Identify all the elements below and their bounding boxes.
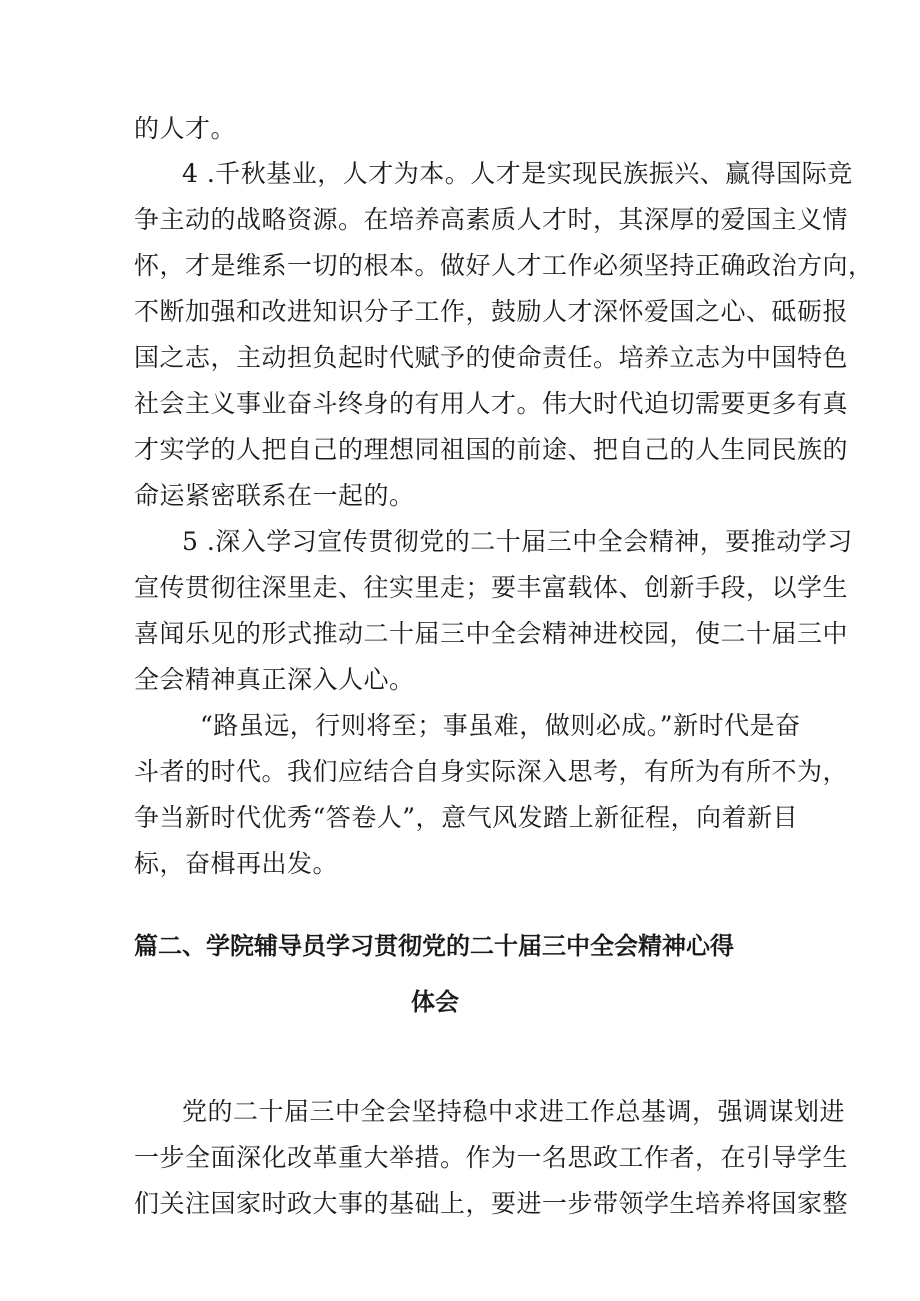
paragraph-line: 全会精神真正深入人心。 [134,665,415,694]
paragraph-line: 们关注国家时政大事的基础上，要进一步带领学生培养将国家整 [134,1189,849,1218]
paragraph-line: 的人才。 [134,114,237,143]
paragraph-line: 一步全面深化改革重大举措。作为一名思政工作者，在引导学生 [134,1143,849,1172]
paragraph-line: 4 .千秋基业，人才为本。人才是实现民族振兴、赢得国际竞 [182,159,853,188]
paragraph-line: 争主动的战略资源。在培养高素质人才时，其深厚的爱国主义情 [134,205,849,234]
paragraph-line: 5 .深入学习宣传贯彻党的二十届三中全会精神，要推动学习 [182,527,853,556]
paragraph-line: 社会主义事业奋斗终身的有用人才。伟大时代迫切需要更多有真 [134,389,849,418]
paragraph-line: 命运紧密联系在一起的。 [134,481,415,510]
paragraph-line: 喜闻乐见的形式推动二十届三中全会精神进校园，使二十届三中 [134,619,849,648]
paragraph-line: 斗者的时代。我们应结合自身实际深入思考，有所为有所不为， [134,757,849,786]
paragraph-line: 不断加强和改进知识分子工作，鼓励人才深怀爱国之心、砥砺报 [134,297,849,326]
paragraph-line: 争当新时代优秀“答卷人”，意气风发踏上新征程，向着新目 [134,803,799,832]
paragraph-line: 才实学的人把自己的理想同祖国的前途、把自己的人生同民族的 [134,435,849,464]
paragraph-line: “路虽远，行则将至；事虽难，做则必成。”新时代是奋 [200,711,801,740]
paragraph-line: 怀，才是维系一切的根本。做好人才工作必须坚持正确政治方向， [134,251,874,280]
section-heading: 篇二、学院辅导员学习贯彻党的二十届三中全会精神心得 [134,932,734,960]
paragraph-line: 党的二十届三中全会坚持稳中求进工作总基调，强调谋划进 [182,1097,846,1126]
paragraph-line: 宣传贯彻往深里走、往实里走；要丰富载体、创新手段，以学生 [134,573,849,602]
paragraph-line: 标，奋楫再出发。 [134,849,339,878]
section-heading-continuation: 体会 [411,988,459,1016]
paragraph-line: 国之志，主动担负起时代赋予的使命责任。培养立志为中国特色 [134,343,849,372]
